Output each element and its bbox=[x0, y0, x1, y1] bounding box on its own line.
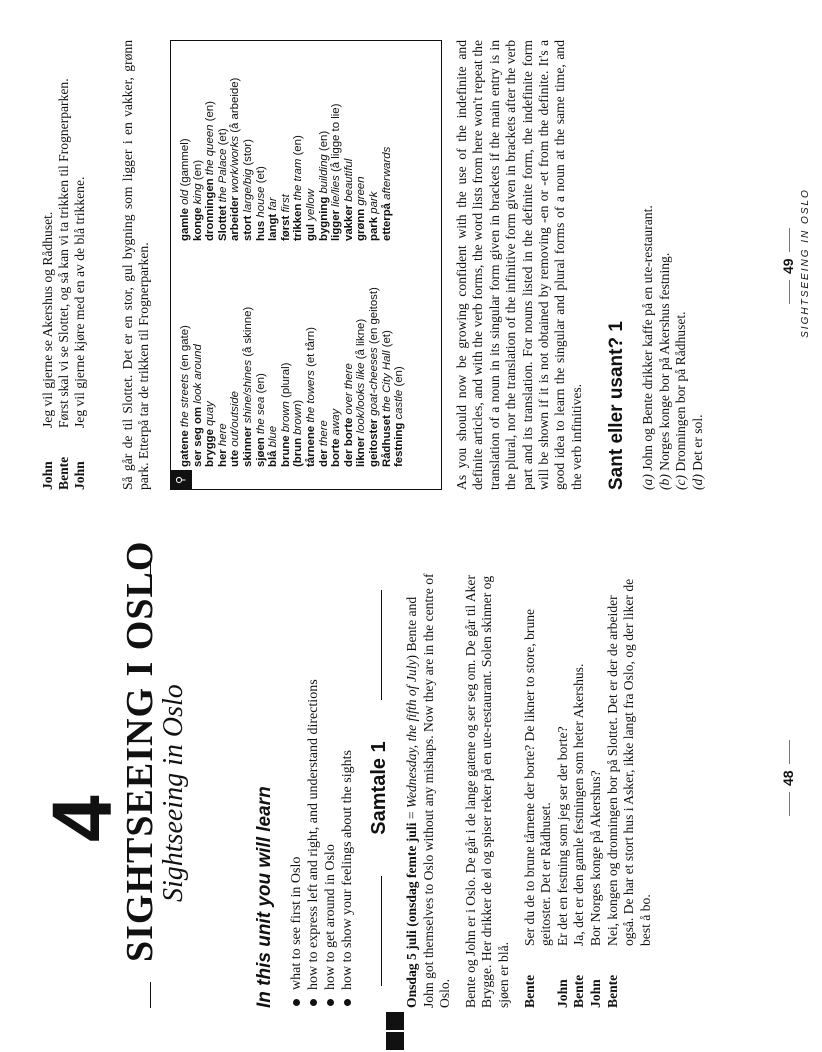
vocab-entry bbox=[318, 237, 331, 467]
vocab-translation: brown bbox=[292, 403, 305, 435]
vocab-entry bbox=[229, 237, 242, 467]
vocab-translation: brown bbox=[279, 401, 292, 433]
vocab-entry bbox=[192, 41, 205, 241]
vocab-word: trikken bbox=[292, 203, 305, 241]
vocab-note: (en) bbox=[254, 373, 267, 397]
speaker: John bbox=[587, 979, 603, 1008]
exercise-letter: (b) bbox=[656, 474, 672, 490]
vocab-translation: there bbox=[317, 420, 330, 447]
exercise-text: Norges konge bor på Akershus festning. bbox=[656, 252, 672, 471]
vocab-entry bbox=[381, 237, 394, 467]
vocab-word: brune bbox=[279, 435, 292, 467]
learn-item: what to see first in Oslo bbox=[288, 568, 305, 1008]
vocab-word: der bbox=[317, 449, 330, 467]
vocab-translation: away bbox=[330, 408, 343, 436]
page-number-rule bbox=[789, 280, 790, 304]
vocab-note: (å likne) bbox=[355, 318, 368, 363]
vocab-word: her bbox=[216, 449, 229, 467]
exercise-item bbox=[690, 40, 707, 490]
dialogue-continued bbox=[40, 40, 89, 490]
vocab-column-1 bbox=[179, 237, 406, 467]
vocab-translation: the towers bbox=[304, 370, 317, 423]
vocab-entry bbox=[179, 237, 192, 467]
dialogue-line: Ser du de to brune tårnene der borte? De likner to store, brune geitoster. Det er Rådhuset. bbox=[521, 608, 554, 946]
vocab-entry bbox=[343, 237, 356, 467]
dialogue-line: Bor Norges konge på Akershus? bbox=[587, 770, 603, 946]
vocab-translation: goat-cheeses bbox=[367, 347, 380, 416]
vocab-entry bbox=[393, 237, 406, 467]
vocab-translation: first bbox=[279, 194, 292, 213]
vocab-entry bbox=[355, 237, 368, 467]
vocab-word: blå bbox=[267, 450, 280, 467]
vocab-word: konge bbox=[191, 207, 204, 241]
vocab-word: (brun bbox=[292, 437, 305, 467]
dialogue-line: Ja, det er den gamle festningen som heter Akershus. bbox=[571, 663, 587, 946]
vocab-translation: large/big bbox=[241, 168, 254, 213]
vocab-note: (en) bbox=[204, 101, 217, 125]
vocab-note: (å skinne) bbox=[241, 306, 254, 360]
vocab-word: ser seg om bbox=[191, 406, 204, 467]
vocab-entry bbox=[255, 237, 268, 467]
learn-item: how to express left and right, and understand directions bbox=[305, 568, 322, 1008]
vocab-translation: castle bbox=[393, 389, 406, 420]
dialogue-line: Jeg vil gjerne se Akershus og Rådhuset. bbox=[40, 211, 55, 428]
vocab-note: (å ligge to lie) bbox=[330, 103, 343, 176]
vocab-entry bbox=[381, 41, 394, 241]
vocab-translation: park bbox=[367, 191, 380, 214]
dialogue-line: Nei, kongen og dronningen bor på Slottet. Det er der de arbeider også. De har et stort hus i Asker, ikke langt fra Oslo, og der liker de best å bo. bbox=[604, 578, 653, 946]
date-close: ) bbox=[404, 654, 419, 660]
exercise-list bbox=[640, 40, 706, 490]
speaker: John bbox=[72, 461, 88, 490]
vocab-entry bbox=[204, 237, 217, 467]
vocab-word: borte bbox=[330, 438, 343, 467]
cassette-icon bbox=[386, 1032, 404, 1050]
vocab-entry bbox=[330, 41, 343, 241]
page-number-rule bbox=[789, 740, 790, 764]
vocab-translation: afterwards bbox=[380, 146, 393, 200]
speaker: Bente bbox=[56, 456, 72, 490]
exercise-letter: (a) bbox=[640, 474, 655, 490]
vocab-note: (en) bbox=[393, 366, 406, 390]
vocab-translation: far bbox=[267, 197, 280, 211]
running-head: SIGHTSEEING IN OSLO bbox=[800, 188, 811, 338]
vocab-note: (en gate) bbox=[179, 325, 191, 374]
vocab-entry bbox=[330, 237, 343, 467]
speaker: Bente bbox=[521, 974, 537, 1008]
page-number-rule bbox=[789, 792, 790, 816]
vocab-translation: over there bbox=[342, 363, 355, 415]
page-number-49 bbox=[780, 222, 796, 310]
vocab-note: (plural) bbox=[279, 362, 292, 402]
vocab-word: likner bbox=[355, 436, 368, 467]
vocab-translation: king bbox=[191, 183, 204, 205]
section-heading-text: Samtale 1 bbox=[368, 741, 390, 835]
dialogue bbox=[522, 568, 655, 1008]
vocab-word: hus bbox=[254, 220, 267, 241]
vocab-word: gamle bbox=[179, 208, 191, 241]
vocab-entry bbox=[292, 41, 305, 241]
vocab-note: (en geitost) bbox=[367, 287, 380, 348]
vocab-word: stort bbox=[241, 215, 254, 241]
speaker: Bente bbox=[604, 974, 620, 1008]
vocab-word: Rådhuset bbox=[380, 415, 393, 467]
vocab-word: Slottet bbox=[216, 205, 229, 241]
vocab-word: tårnene bbox=[304, 425, 317, 467]
learn-item: how to show your feelings about the sights bbox=[339, 568, 356, 1008]
vocab-note: (en) bbox=[317, 130, 330, 155]
vocab-entry bbox=[280, 41, 293, 241]
vocab-translation: lie/lies bbox=[330, 175, 343, 207]
vocab-note: (gammel) bbox=[179, 138, 191, 190]
vocab-translation: beautiful bbox=[342, 158, 355, 202]
vocab-translation: the streets bbox=[179, 373, 191, 428]
vocab-note: (et) bbox=[216, 128, 229, 149]
vocab-word: skinner bbox=[241, 426, 254, 467]
date-equals: = bbox=[404, 808, 419, 823]
vocab-column-2 bbox=[179, 41, 393, 241]
speaker: Bente bbox=[571, 974, 587, 1008]
heading-rule bbox=[381, 876, 382, 986]
exercise-text: John og Bente drikker kaffe på en ute-restaurant. bbox=[640, 205, 655, 471]
vocab-word: gul bbox=[304, 223, 317, 241]
vocab-note: (et) bbox=[254, 166, 267, 187]
vocab-entry bbox=[305, 41, 318, 241]
vocab-entry bbox=[242, 237, 255, 467]
story-paragraph-2: Så går de til Slottet. Det er en stor, gul bygning som ligger i en vakker, grønn park. Etterpå tar de trikken til Frognerparken. bbox=[120, 40, 152, 490]
vocab-entry bbox=[355, 41, 368, 241]
vocab-word: bygning bbox=[317, 196, 330, 241]
vocab-translation: the tram bbox=[292, 158, 305, 201]
vocab-word: først bbox=[279, 215, 292, 241]
page-number-48 bbox=[780, 734, 796, 822]
vocab-translation: the queen bbox=[204, 124, 217, 176]
vocabulary-box bbox=[170, 40, 442, 490]
vocab-word: dronningen bbox=[204, 178, 217, 241]
vocab-word: vakker bbox=[342, 204, 355, 241]
vocab-translation: green bbox=[355, 176, 368, 206]
vocab-translation: shine/shines bbox=[241, 359, 254, 424]
exercise-heading: Sant eller usant? 1 bbox=[606, 321, 627, 490]
vocab-entry bbox=[318, 41, 331, 241]
vocab-translation: house bbox=[254, 186, 267, 218]
vocab-word: sjøen bbox=[254, 437, 267, 467]
exercise-letter: (c) bbox=[673, 474, 689, 490]
vocab-entry bbox=[280, 237, 293, 467]
vocab-entry bbox=[292, 237, 305, 467]
unit-subtitle: Sightseeing in Oslo bbox=[158, 684, 189, 902]
vocab-entry bbox=[267, 237, 280, 467]
title-rule-right bbox=[150, 558, 151, 584]
vocab-note: ) bbox=[292, 399, 305, 404]
vocab-translation: yellow bbox=[304, 189, 317, 221]
date-english: Wednesday, the fifth of July bbox=[404, 659, 419, 809]
vocab-entry bbox=[179, 41, 192, 241]
vocab-entry bbox=[368, 41, 381, 241]
title-rule-left bbox=[150, 982, 151, 1008]
vocab-entry bbox=[267, 41, 280, 241]
vocab-word: ligger bbox=[330, 209, 343, 241]
speaker: John bbox=[40, 461, 55, 490]
vocab-entry bbox=[217, 41, 230, 241]
vocab-entry bbox=[368, 237, 381, 467]
dialogue-line: Jeg vil gjerne kjøre med en av de blå trikkene. bbox=[72, 176, 88, 428]
dialogue-line: Er det en festning som jeg ser der borte? bbox=[554, 726, 570, 946]
intro-paragraph bbox=[404, 568, 454, 1008]
vocab-translation: work/works bbox=[229, 135, 242, 193]
vocab-translation: building bbox=[317, 154, 330, 194]
vocab-entry bbox=[217, 237, 230, 467]
exercise-item bbox=[673, 40, 690, 490]
vocab-word: langt bbox=[267, 213, 280, 241]
explanation-paragraph: As you should now be growing confident with the use of the indefinite and definite articles, and with the verb forms, the word lists from here won't repeat the translation of a noun in its singular form given in brackets if the main entry is in the plural, nor the translation of the infinitive form given in brackets after the verb part and its translation. For nouns listed in the definite form, the indefinite form will be shown if it is not obtained by removing -en or -et from the definite. It's a good idea to learn the singular and plural forms of a noun at the same time, and the verb infinitives. bbox=[454, 40, 584, 490]
vocab-translation: out/outside bbox=[229, 391, 242, 447]
vocab-word: gatene bbox=[179, 430, 191, 467]
vocab-word: etterpå bbox=[380, 203, 393, 241]
story-paragraph: Bente og John er i Oslo. De går i de lange gatene og ser seg om. De går til Aker Brygge. Her drikker de øl og spiser reker på en ute-restaurant. Solen skinner og sjøen er blå. bbox=[462, 575, 511, 1008]
exercise-letter: (d) bbox=[689, 474, 705, 490]
vocab-translation: look around bbox=[191, 344, 204, 404]
vocab-word: der borte bbox=[342, 417, 355, 467]
vocab-word: brygge bbox=[204, 429, 217, 467]
vocab-translation: old bbox=[179, 189, 191, 205]
vocab-entry bbox=[305, 237, 318, 467]
unit-number: 4 bbox=[35, 795, 129, 842]
samtale-body bbox=[404, 568, 654, 1008]
vocab-note: (en) bbox=[191, 159, 204, 184]
exercise-item bbox=[640, 40, 657, 490]
vocab-word: geitoster bbox=[367, 418, 380, 467]
intro-rest: Bente and John got themselves to Oslo without any mishaps. Now they are in the centre of Oslo. bbox=[404, 573, 453, 1008]
exercise-item bbox=[657, 40, 674, 490]
vocab-translation: the City Hall bbox=[380, 350, 393, 412]
vocab-entry bbox=[229, 41, 242, 241]
vocab-note: (stor) bbox=[241, 139, 254, 169]
unit-title: SIGHTSEEING I OSLO bbox=[119, 540, 161, 962]
vocab-entry bbox=[343, 41, 356, 241]
vocab-entry bbox=[255, 41, 268, 241]
vocab-translation: the Palace bbox=[216, 148, 229, 203]
vocab-translation: here bbox=[216, 423, 229, 447]
vocab-word: park bbox=[367, 216, 380, 241]
vocab-note: (å arbeide) bbox=[229, 77, 242, 136]
vocab-note: (et tårn) bbox=[304, 327, 317, 371]
book-icon bbox=[386, 1012, 404, 1030]
exercise-text: Dronningen bor på Rådhuset. bbox=[673, 311, 689, 472]
learn-heading: In this unit you will learn bbox=[254, 786, 275, 1008]
page-number-rule bbox=[789, 228, 790, 252]
vocab-entry bbox=[242, 41, 255, 241]
vocab-word: ute bbox=[229, 449, 242, 467]
page-number-text: 49 bbox=[780, 258, 796, 274]
vocab-entry bbox=[204, 41, 217, 241]
learn-item: how to get around in Oslo bbox=[322, 568, 339, 1008]
page-48 bbox=[0, 526, 822, 1052]
section-heading-samtale bbox=[368, 568, 394, 1008]
vocab-translation: blue bbox=[267, 425, 280, 448]
vocab-translation: the sea bbox=[254, 396, 267, 435]
vocab-note: (en) bbox=[292, 135, 305, 159]
key-icon: ⚲ bbox=[170, 470, 192, 490]
vocab-translation: look/looks like bbox=[355, 362, 368, 434]
learn-list bbox=[288, 568, 356, 1008]
audio-book-icon bbox=[386, 1010, 404, 1050]
date-norwegian: Onsdag 5 juli (onsdag femte juli bbox=[404, 822, 419, 1008]
vocab-word: arbeider bbox=[229, 196, 242, 241]
speaker: John bbox=[554, 979, 570, 1008]
vocab-word: festning bbox=[393, 422, 406, 467]
dialogue-line: Først skal vi se Slottet, og så kan vi ta trikken til Frognerparken. bbox=[56, 78, 72, 428]
page-number-text: 48 bbox=[780, 770, 796, 786]
heading-rule bbox=[381, 590, 382, 700]
exercise-text: Det er sol. bbox=[689, 414, 705, 471]
vocab-note: (et) bbox=[380, 330, 393, 351]
vocab-word: grønn bbox=[355, 208, 368, 241]
vocab-entry bbox=[192, 237, 205, 467]
vocab-translation: quay bbox=[204, 401, 217, 426]
